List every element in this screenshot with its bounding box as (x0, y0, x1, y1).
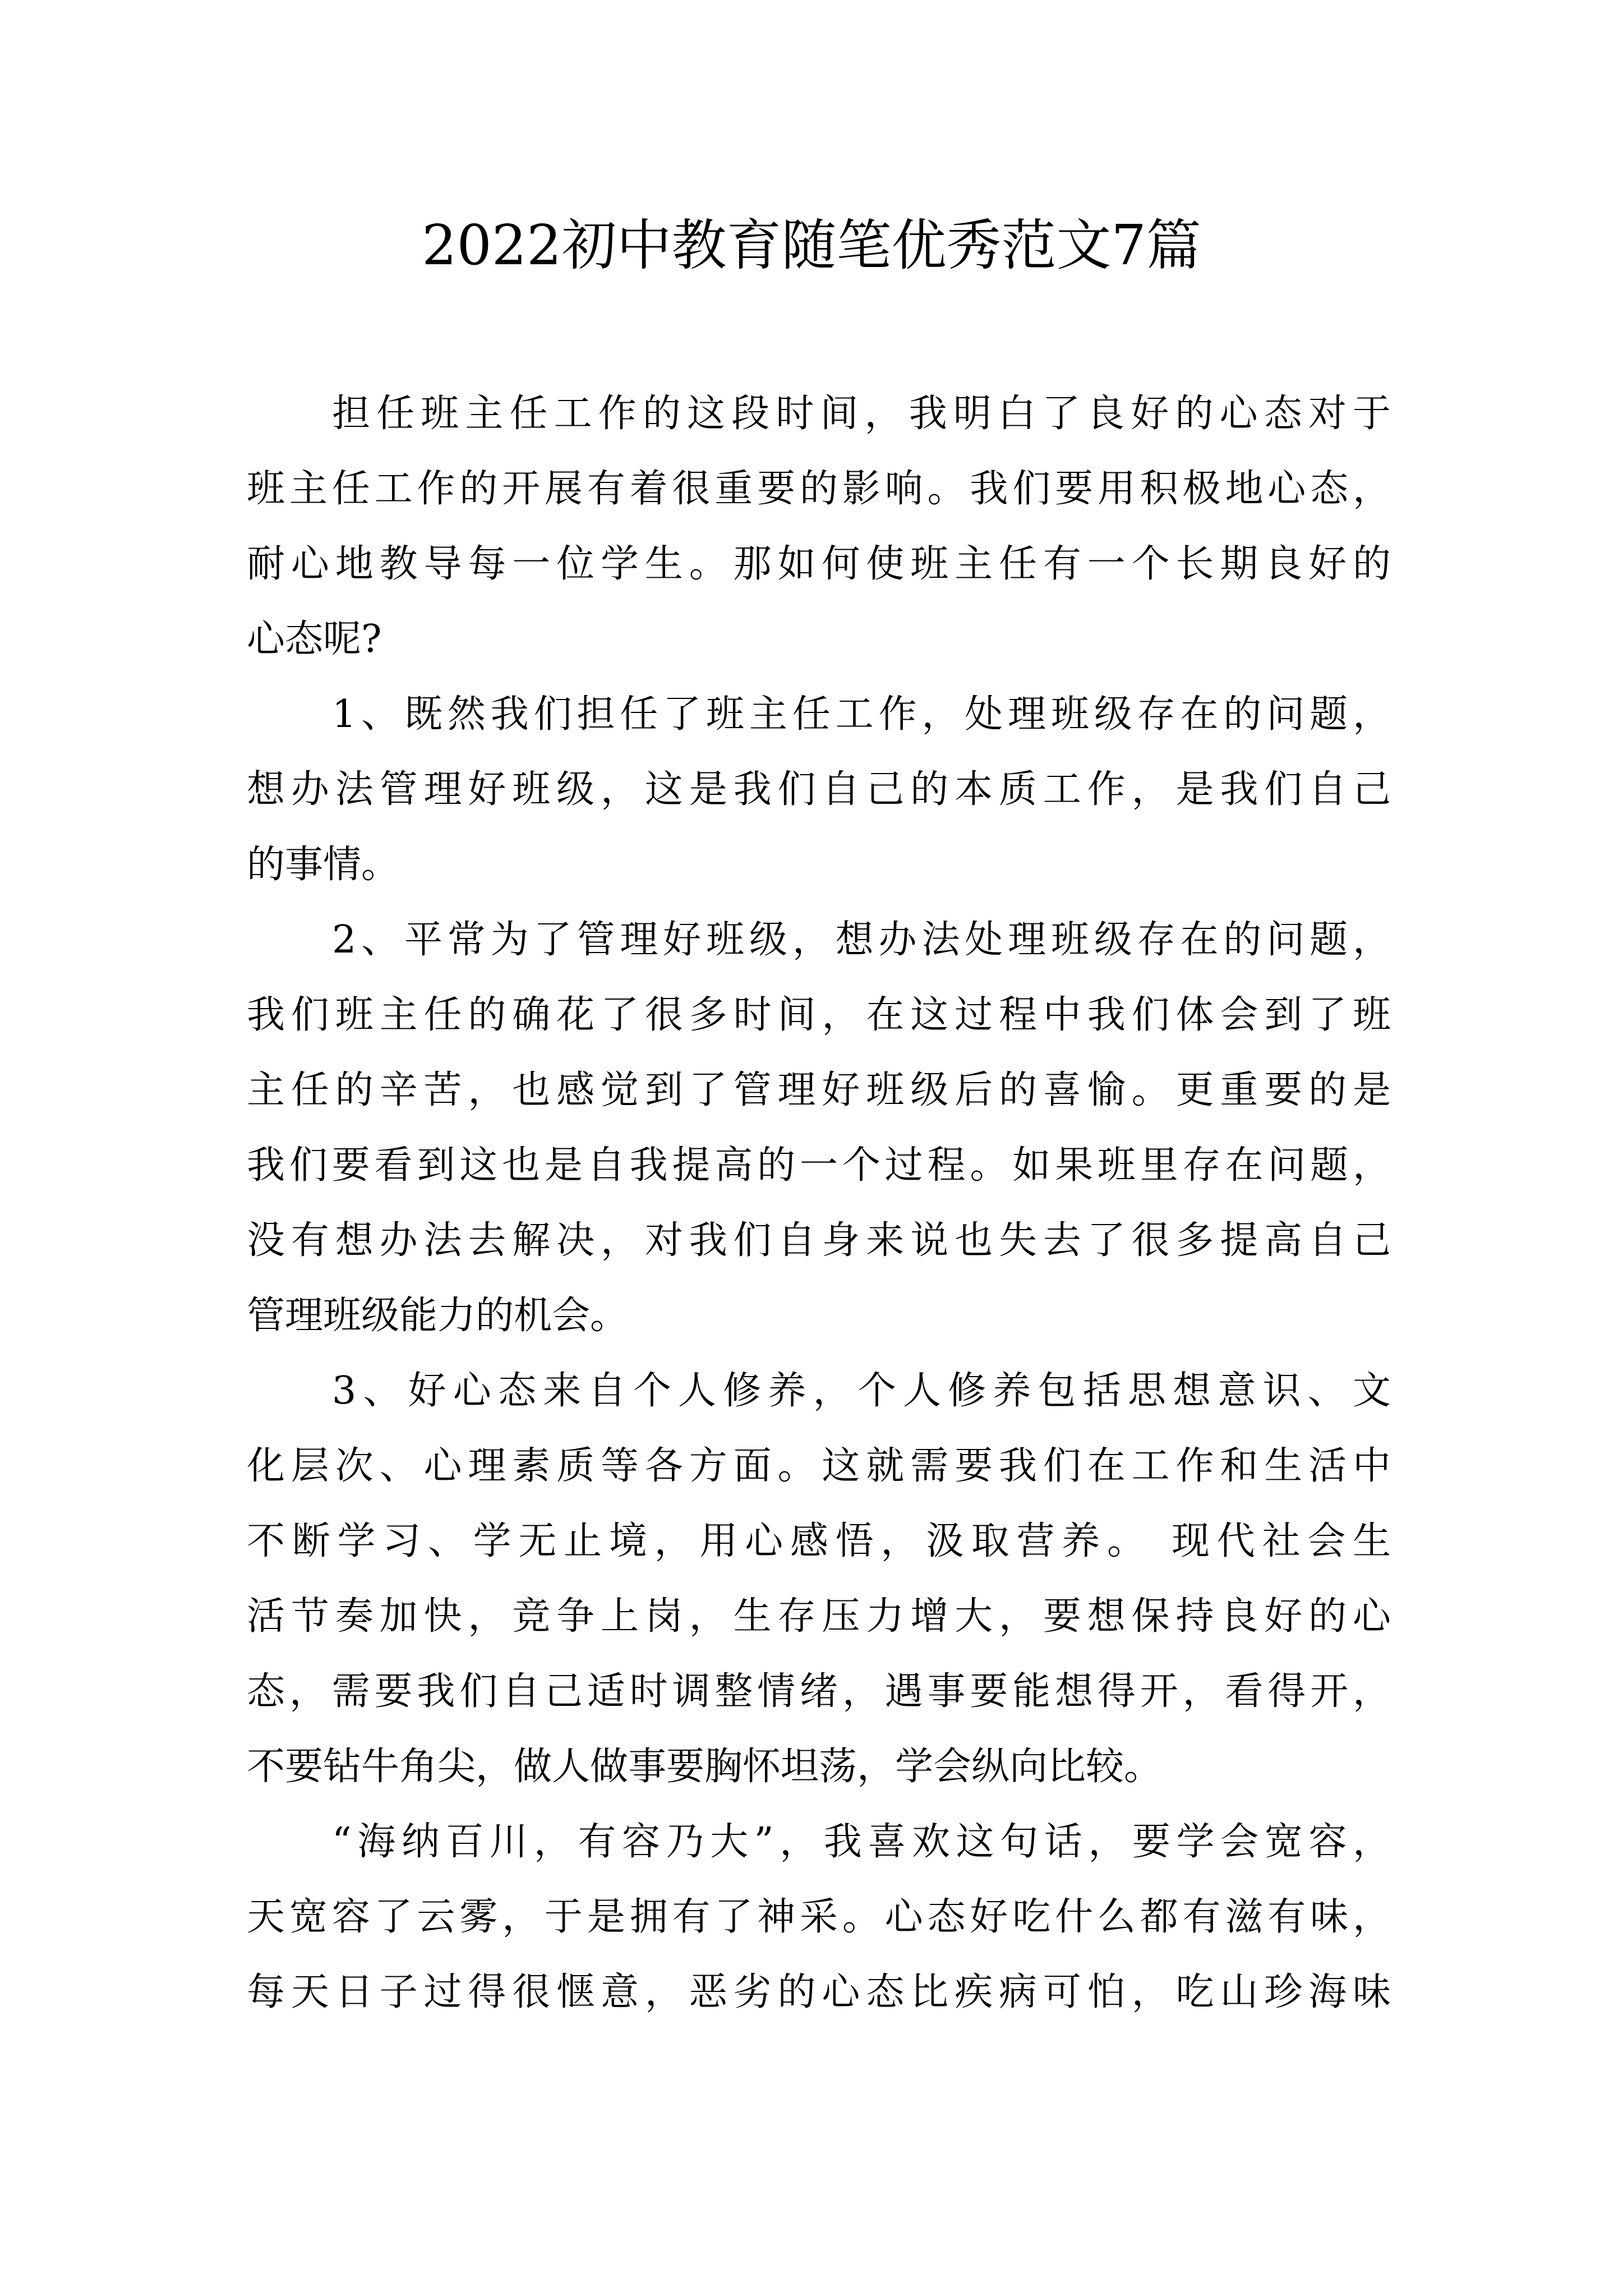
paragraph-2-line-3: 的事情。 (247, 843, 400, 887)
paragraph-4-line-1: 3、好心态来自个人修养，个人修养包括思想意识、文 (332, 1369, 1391, 1413)
paragraph-1-line-4: 心态呢? (247, 617, 382, 661)
paragraph-2-line-2: 想办法管理好班级，这是我们自己的本质工作，是我们自己 (247, 767, 1391, 812)
paragraph-1-line-1: 担任班主任工作的这段时间，我明白了良好的心态对于 (332, 392, 1391, 436)
paragraph-4-line-6: 不要钻牛角尖，做人做事要胸怀坦荡，学会纵向比较。 (247, 1745, 1163, 1789)
paragraph-1-line-3: 耐心地教导每一位学生。那如何使班主任有一个长期良好的 (247, 542, 1391, 586)
paragraph-4-line-4: 活节奏加快，竞争上岗，生存压力增大，要想保持良好的心 (247, 1594, 1391, 1639)
paragraph-3-line-1: 2、平常为了管理好班级，想办法处理班级存在的问题， (332, 918, 1391, 962)
document-title: 2022初中教育随笔优秀范文7篇 (422, 214, 1201, 278)
paragraph-4-line-2: 化层次、心理素质等各方面。这就需要我们在工作和生活中 (247, 1444, 1391, 1488)
paragraph-4-line-3: 不断学习、学无止境，用心感悟，汲取营养。 现代社会生 (247, 1519, 1391, 1563)
paragraph-3-line-2: 我们班主任的确花了很多时间，在这过程中我们体会到了班 (247, 993, 1391, 1037)
paragraph-3-line-5: 没有想办法去解决，对我们自身来说也失去了很多提高自己 (247, 1218, 1391, 1263)
paragraph-4-line-5: 态，需要我们自己适时调整情绪，遇事要能想得开，看得开， (247, 1669, 1391, 1714)
paragraph-3-line-6: 管理班级能力的机会。 (247, 1294, 629, 1338)
paragraph-2-line-1: 1、既然我们担任了班主任工作，处理班级存在的问题， (332, 692, 1391, 737)
paragraph-5-line-3: 每天日子过得很惬意，恶劣的心态比疾病可怕，吃山珍海味 (247, 1970, 1391, 2014)
paragraph-5-line-1: “海纳百川，有容乃大”，我喜欢这句话，要学会宽容， (332, 1820, 1391, 1864)
paragraph-5-line-2: 天宽容了云雾，于是拥有了神采。心态好吃什么都有滋有味， (247, 1895, 1391, 1939)
paragraph-1-line-2: 班主任工作的开展有着很重要的影响。我们要用积极地心态， (247, 467, 1391, 511)
paragraph-3-line-3: 主任的辛苦，也感觉到了管理好班级后的喜愉。更重要的是 (247, 1068, 1391, 1112)
paragraph-3-line-4: 我们要看到这也是自我提高的一个过程。如果班里存在问题， (247, 1143, 1391, 1188)
